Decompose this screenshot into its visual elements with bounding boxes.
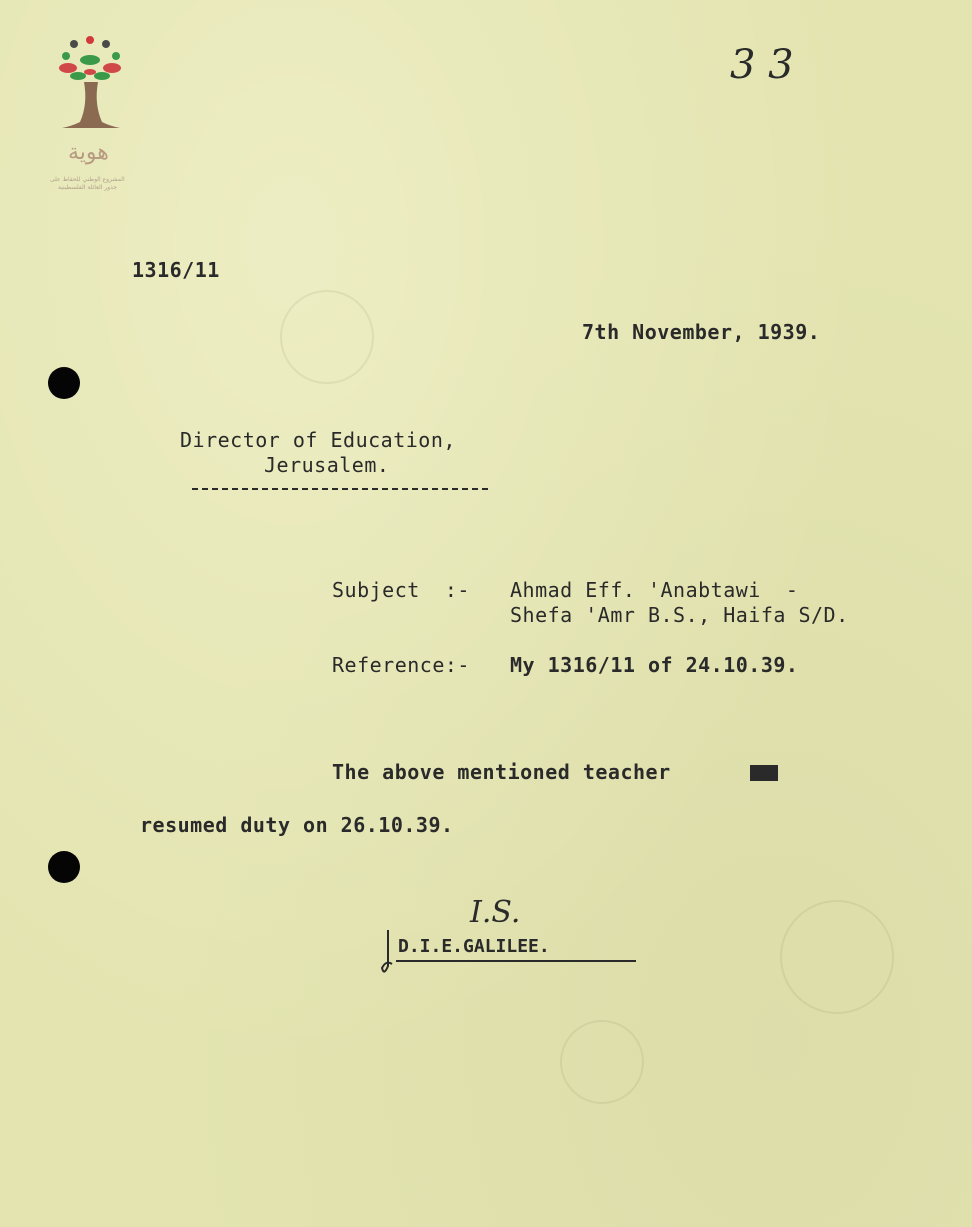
faint-stamp	[280, 290, 374, 384]
signatory-underline	[396, 960, 636, 962]
signature-flourish-icon	[378, 928, 398, 978]
watermark-logo	[44, 34, 144, 194]
file-reference: 1316/11	[132, 258, 220, 282]
subject-label: Subject :-	[332, 578, 470, 602]
addressee-dashed-rule	[192, 488, 488, 490]
signatory: D.I.E.GALILEE.	[398, 936, 550, 957]
watermark-name: هوية	[68, 140, 109, 165]
punch-hole-bottom	[48, 851, 80, 883]
body-line-1: The above mentioned teacher	[332, 760, 671, 784]
punch-hole-top	[48, 367, 80, 399]
reference-value: My 1316/11 of 24.10.39.	[510, 653, 799, 677]
addressee-line-1: Director of Education,	[180, 428, 456, 452]
tree-logo-icon	[44, 34, 144, 144]
subject-line-2: Shefa 'Amr B.S., Haifa S/D.	[510, 603, 849, 627]
page-number: 3 3	[730, 42, 794, 88]
signature-initials: I.S.	[470, 895, 521, 930]
letter-date: 7th November, 1939.	[582, 320, 821, 344]
struck-word: was	[750, 765, 779, 781]
reference-label: Reference:-	[332, 653, 470, 677]
subject-line-1: Ahmad Eff. 'Anabtawi -	[510, 578, 799, 602]
faint-stamp	[780, 900, 894, 1014]
body-line-2: resumed duty on 26.10.39.	[140, 813, 454, 837]
watermark-caption-1: المشروع الوطني للحفاظ على	[50, 176, 125, 183]
faint-stamp	[560, 1020, 644, 1104]
watermark-caption-2: جذور العائلة الفلسطينية	[58, 184, 117, 191]
addressee-line-2: Jerusalem.	[264, 453, 390, 477]
